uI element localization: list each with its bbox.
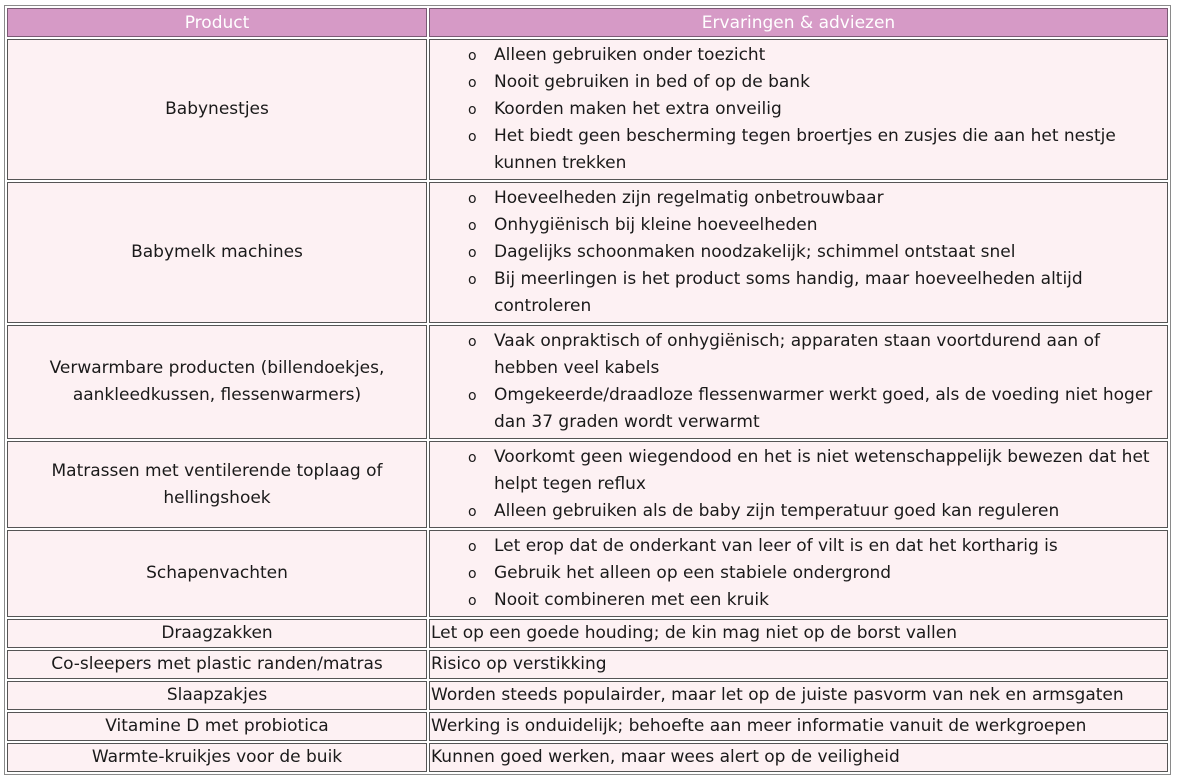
bullet-icon: o <box>468 593 477 609</box>
bullet-icon: o <box>468 272 477 288</box>
product-name: Babynestjes <box>165 99 269 119</box>
bullet-icon: o <box>468 129 477 145</box>
advice-item: o Dagelijks schoonmaken noodzakelijk; schimmel ontstaat snel <box>434 239 1163 266</box>
header-row <box>7 8 1168 37</box>
table-row <box>7 681 1168 710</box>
product-name: Verwarmbare producten <box>49 358 256 378</box>
advice-item: o Nooit gebruiken in bed of op de bank <box>434 69 1163 96</box>
advice-cell: Werking is onduidelijk; behoefte aan meer informatie vanuit de werkgroepen <box>429 712 1168 741</box>
product-cell <box>7 325 427 439</box>
table-row <box>7 650 1168 679</box>
product-cell <box>7 39 427 180</box>
header-advice: Ervaringen & adviezen <box>429 8 1168 37</box>
product-cell: Co-sleepers met plastic randen/matras <box>7 650 427 679</box>
advice-list <box>434 533 1163 614</box>
advice-item: o Vaak onpraktisch of onhygiënisch; apparaten staan voortdurend aan of hebben veel kabels <box>434 328 1163 382</box>
table-row <box>7 743 1168 772</box>
table-row <box>7 441 1168 528</box>
advice-cell: Risico op verstikking <box>429 650 1168 679</box>
table-row <box>7 39 1168 180</box>
advice-cell <box>429 325 1168 439</box>
table-row <box>7 619 1168 648</box>
bullet-icon: o <box>468 504 477 520</box>
product-cell <box>7 441 427 528</box>
advice-list <box>434 328 1163 436</box>
bullet-icon: o <box>468 102 477 118</box>
advice-item: o Let erop dat de onderkant van leer of vilt is en dat het kortharig is <box>434 533 1163 560</box>
advice-item: o Koorden maken het extra onveilig <box>434 96 1163 123</box>
advice-cell: Worden steeds populairder, maar let op de juiste pasvorm van nek en armsgaten <box>429 681 1168 710</box>
advice-cell: Let op een goede houding; de kin mag niet op de borst vallen <box>429 619 1168 648</box>
product-name: Schapenvachten <box>146 563 288 583</box>
product-cell <box>7 530 427 617</box>
advice-item: o Alleen gebruiken onder toezicht <box>434 42 1163 69</box>
advice-item: o Omgekeerde/draadloze flessenwarmer werkt goed, als de voeding niet hoger dan 37 graden wordt verwarmt <box>434 382 1163 436</box>
header-product: Product <box>7 8 427 37</box>
bullet-icon: o <box>468 75 477 91</box>
bullet-icon: o <box>468 48 477 64</box>
advice-cell <box>429 39 1168 180</box>
bullet-icon: o <box>468 245 477 261</box>
advice-item: o Onhygiënisch bij kleine hoeveelheden <box>434 212 1163 239</box>
advice-item: o Het biedt geen bescherming tegen broertjes en zusjes die aan het nestje kunnen trekken <box>434 123 1163 177</box>
advice-list <box>434 185 1163 320</box>
advice-cell <box>429 441 1168 528</box>
advice-table-container <box>4 5 1171 775</box>
product-cell <box>7 182 427 323</box>
advice-item: o Alleen gebruiken als de baby zijn temperatuur goed kan reguleren <box>434 498 1163 525</box>
bullet-icon: o <box>468 566 477 582</box>
product-note: (billendoekjes, aankleedkussen, flessenwarmers) <box>72 358 385 405</box>
advice-cell: Kunnen goed werken, maar wees alert op de veiligheid <box>429 743 1168 772</box>
product-cell: Slaapzakjes <box>7 681 427 710</box>
product-advice-table <box>4 5 1171 775</box>
advice-list <box>434 444 1163 525</box>
table-row <box>7 712 1168 741</box>
advice-item: o Bij meerlingen is het product soms handig, maar hoeveelheden altijd controleren <box>434 266 1163 320</box>
bullet-icon: o <box>468 218 477 234</box>
product-name: Babymelk machines <box>131 242 303 262</box>
bullet-icon: o <box>468 539 477 555</box>
bullet-icon: o <box>468 334 477 350</box>
product-cell: Draagzakken <box>7 619 427 648</box>
product-cell: Vitamine D met probiotica <box>7 712 427 741</box>
bullet-icon: o <box>468 191 477 207</box>
table-row <box>7 530 1168 617</box>
product-name: Matrassen met ventilerende toplaag of hellingshoek <box>51 460 383 508</box>
advice-cell <box>429 530 1168 617</box>
table-row <box>7 325 1168 439</box>
advice-item: o Voorkomt geen wiegendood en het is niet wetenschappelijk bewezen dat het helpt tegen reflux <box>434 444 1163 498</box>
advice-item: o Nooit combineren met een kruik <box>434 587 1163 614</box>
table-row <box>7 182 1168 323</box>
bullet-icon: o <box>468 388 477 404</box>
bullet-icon: o <box>468 450 477 466</box>
product-cell: Warmte-kruikjes voor de buik <box>7 743 427 772</box>
advice-cell <box>429 182 1168 323</box>
advice-item: o Gebruik het alleen op een stabiele ondergrond <box>434 560 1163 587</box>
advice-item: o Hoeveelheden zijn regelmatig onbetrouwbaar <box>434 185 1163 212</box>
advice-list <box>434 42 1163 177</box>
